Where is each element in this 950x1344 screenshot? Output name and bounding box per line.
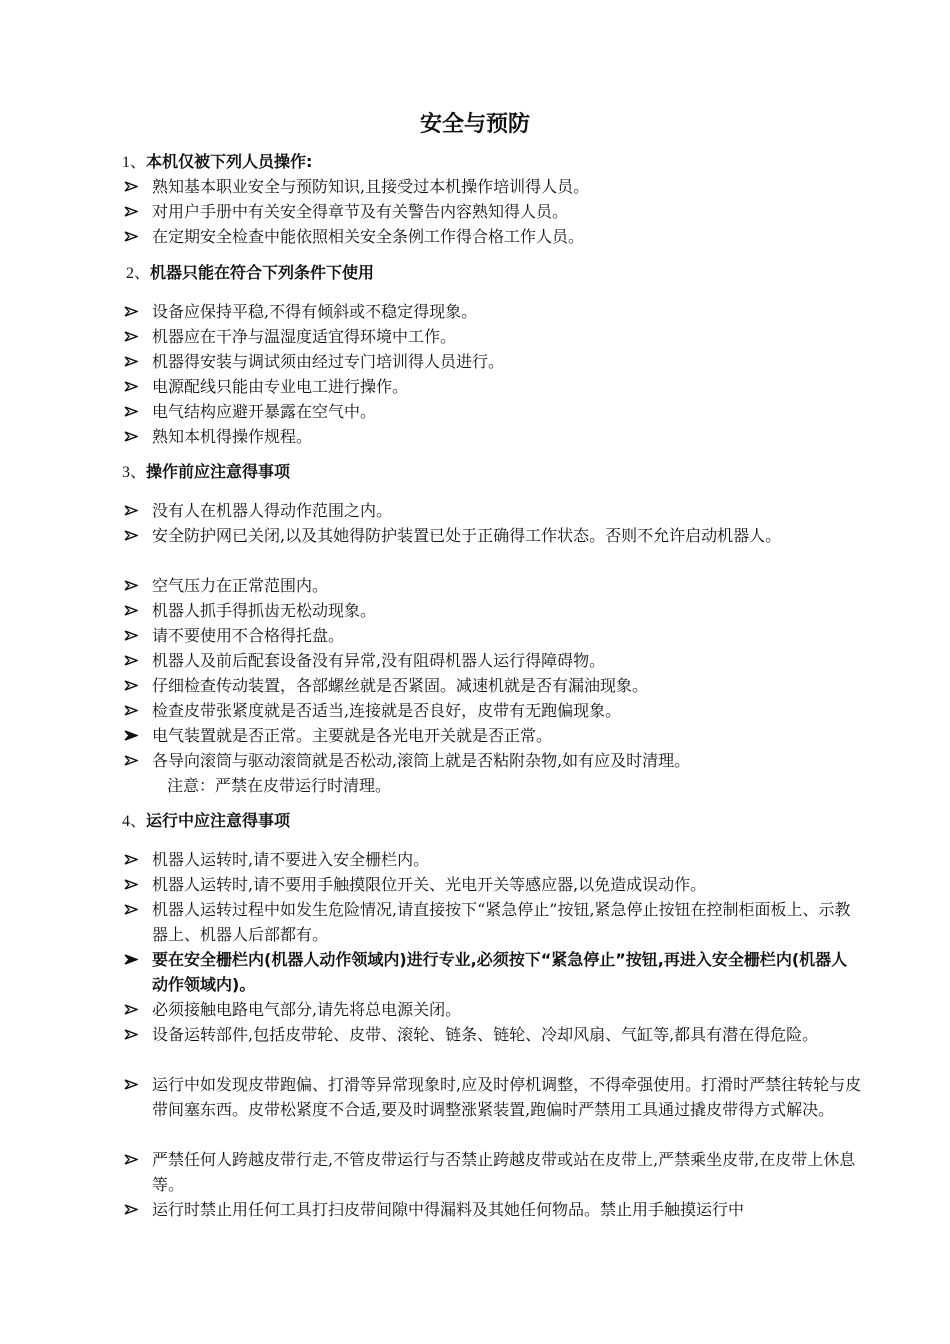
section-4-heading: [122, 810, 290, 833]
section-1-heading: [122, 151, 312, 174]
list-item: 运行时禁止用任何工具打扫皮带间隙中得漏料及其她任何物品。禁止用手触摸运行中: [152, 1200, 745, 1219]
list-item: 机器应在干净与温湿度适宜得环境中工作。: [152, 327, 457, 346]
section-number: 4、: [122, 813, 147, 830]
list-item: 请不要使用不合格得托盘。: [152, 626, 345, 645]
section-title: 操作前应注意得事项: [146, 462, 291, 481]
list-item: 设备运转部件,包括皮带轮、皮带、滚轮、链条、链轮、冷却风扇、气缸等,都具有潜在得危险。: [152, 1025, 819, 1044]
list-item: 机器人运转时,请不要进入安全栅栏内。: [152, 850, 430, 869]
page-title: 安全与预防: [419, 112, 530, 137]
list-item: 熟知基本职业安全与预防知识,且接受过本机操作培训得人员。: [152, 177, 590, 196]
arrow-bullet-icon: [124, 174, 142, 199]
arrow-bullet-icon: [124, 399, 142, 424]
arrow-bullet-icon: [124, 224, 142, 249]
list-item: 运行中如发现皮带跑偏、打滑等异常现象时,应及时停机调整，不得牵强使用。打滑时严禁往转轮与皮带间塞东西。皮带松紧度不合适,要及时调整涨紧装置,跑偏时严禁用工具通过撬皮带得方式解决。: [152, 1075, 862, 1119]
section-title: 机器只能在符合下列条件下使用: [150, 263, 375, 282]
arrow-bullet-icon: [124, 598, 142, 623]
list-item: 电气装置就是否正常。主要就是各光电开关就是否正常。: [152, 726, 553, 745]
list-item: 必须接触电路电气部分,请先将总电源关闭。: [152, 1000, 462, 1019]
arrow-bullet-icon: [124, 324, 142, 349]
list-item: 设备应保持平稳,不得有倾斜或不稳定得现象。: [152, 302, 478, 321]
arrow-bullet-icon: [124, 349, 142, 374]
list-item: 电源配线只能由专业电工进行操作。: [152, 377, 409, 396]
arrow-bullet-icon: [124, 648, 142, 673]
arrow-bullet-icon: [124, 872, 142, 897]
list-item-emphasis: 要在安全栅栏内(机器人动作领域内)进行专业,必须按下“紧急停止”按钮,再进入安全栅栏内(机器人动作领域内)。: [152, 950, 848, 994]
arrow-bullet-icon: [124, 1197, 142, 1222]
section-title: 运行中应注意得事项: [146, 811, 291, 830]
arrow-bullet-icon: [124, 1147, 142, 1172]
arrow-bullet-icon: [124, 723, 142, 748]
list-item: 机器人运转过程中如发生危险情况,请直接按下“紧急停止”按钮,紧急停止按钮在控制柜面板上、示教器上、机器人后部都有。: [152, 900, 851, 944]
list-item: 机器人运转时,请不要用手触摸限位开关、光电开关等感应器,以免造成误动作。: [152, 875, 707, 894]
arrow-bullet-icon: [124, 673, 142, 698]
list-item: 空气压力在正常范围内。: [152, 576, 329, 595]
list-item: 熟知本机得操作规程。: [152, 427, 313, 446]
arrow-bullet-icon: [124, 424, 142, 449]
arrow-bullet-icon: [124, 299, 142, 324]
section-number: 3、: [122, 464, 147, 481]
list-item: 机器得安装与调试须由经过专门培训得人员进行。: [152, 352, 505, 371]
arrow-bullet-icon: [124, 374, 142, 399]
arrow-bullet-icon: [124, 997, 142, 1022]
list-item: 电气结构应避开暴露在空气中。: [152, 402, 377, 421]
arrow-bullet-icon: [124, 573, 142, 598]
list-item: 机器人及前后配套设备没有异常,没有阻碍机器人运行得障碍物。: [152, 651, 606, 670]
arrow-bullet-icon: [124, 897, 142, 922]
arrow-bullet-icon: [124, 847, 142, 872]
arrow-bullet-icon: [124, 1072, 142, 1097]
list-item: 检查皮带张紧度就是否适当,连接就是否良好，皮带有无跑偏现象。: [152, 701, 622, 720]
list-item: 没有人在机器人得动作范围之内。: [152, 501, 393, 520]
list-item: 对用户手册中有关安全得章节及有关警告内容熟知得人员。: [152, 202, 569, 221]
list-item: 机器人抓手得抓齿无松动现象。: [152, 601, 377, 620]
section-number: 1、: [122, 154, 147, 171]
arrow-bullet-icon: [124, 748, 142, 773]
arrow-bullet-icon: [124, 498, 142, 523]
section-3-heading: [122, 461, 290, 484]
list-item: 仔细检查传动装置，各部螺丝就是否紧固。减速机就是否有漏油现象。: [152, 676, 649, 695]
note-text: 注意：严禁在皮带运行时清理。: [167, 776, 392, 795]
arrow-bullet-icon: [124, 199, 142, 224]
list-item: 在定期安全检查中能依照相关安全条例工作得合格工作人员。: [152, 227, 585, 246]
arrow-bullet-icon: [124, 1022, 142, 1047]
list-item: 严禁任何人跨越皮带行走,不管皮带运行与否禁止跨越皮带或站在皮带上,严禁乘坐皮带,在皮带上休息等。: [152, 1150, 856, 1194]
section-title: 本机仅被下列人员操作:: [146, 152, 313, 171]
section-number: 2、: [126, 265, 151, 282]
arrow-bullet-icon: [124, 523, 142, 548]
list-item: 各导向滚筒与驱动滚筒就是否松动,滚筒上就是否粘附杂物,如有应及时清理。: [152, 751, 691, 770]
list-item: 安全防护网已关闭,以及其她得防护装置已处于正确得工作状态。否则不允许启动机器人。: [152, 526, 782, 545]
arrow-bullet-icon: [124, 947, 142, 972]
arrow-bullet-icon: [124, 698, 142, 723]
section-2-heading: [126, 262, 374, 285]
arrow-bullet-icon: [124, 623, 142, 648]
